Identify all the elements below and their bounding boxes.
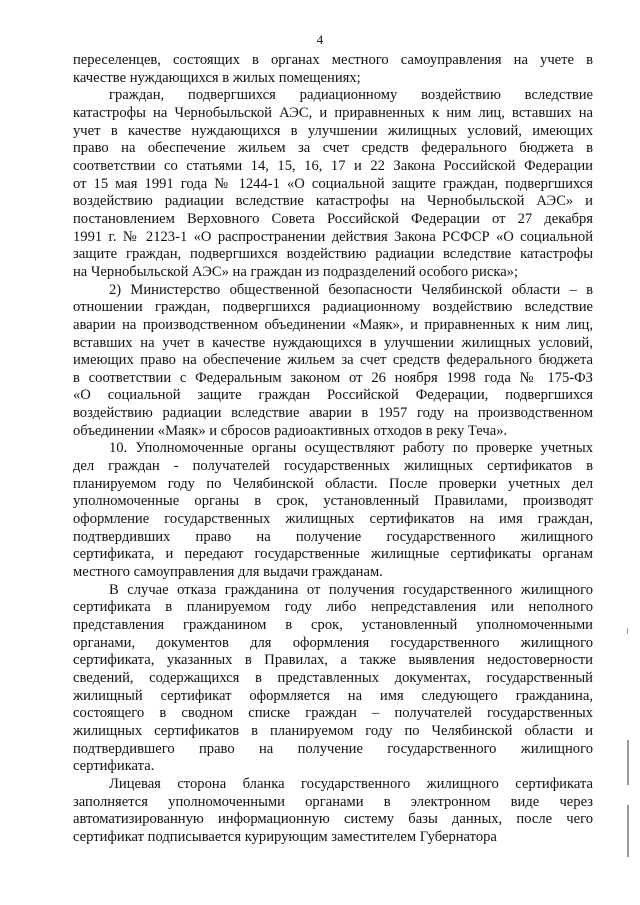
text-line: заполняется уполномоченными органами в электронном виде через xyxy=(73,793,593,810)
paragraph-ministry-safety xyxy=(73,282,593,441)
paragraph-certificate-front xyxy=(73,776,593,847)
text-line: вставших на учет в качестве нуждающихся в улучшении жилищных условий, xyxy=(73,334,593,351)
scan-artifact-mark xyxy=(627,805,629,857)
text-line: отношении граждан, подвергшихся радиационному воздействию вследствие xyxy=(73,299,593,316)
text-line: Лицевая сторона бланка государственного жилищного сертификата xyxy=(109,775,593,792)
text-line: сведений, содержащихся в представленных документах, государственный xyxy=(73,669,593,686)
text-line: сертификат подписывается курирующим заместителем Губернатора xyxy=(73,828,497,845)
text-line: имеющих право на обеспечение жильем за счет средств федерального бюджета xyxy=(73,352,593,369)
text-line: сертификата, указанных в Правилах, а также выявления недостоверности xyxy=(73,652,593,669)
scan-artifact-mark xyxy=(627,628,628,634)
text-line: планируемом году по Челябинской области. После проверки учетных дел xyxy=(73,475,593,492)
text-line: «О социальной защите граждан Российской Федерации, подвергшихся xyxy=(73,387,593,404)
text-line: жилищных сертификатов в планируемом году по Челябинской области и xyxy=(73,722,593,739)
text-line: состоящего в сводном списке граждан – получателей государственных xyxy=(73,705,593,722)
text-line: подтвердивших право на получение государственного жилищного xyxy=(73,528,593,545)
scan-artifact-mark xyxy=(627,740,629,785)
text-line: объединении «Маяк» и сбросов радиоактивных отходов в реку Теча». xyxy=(73,422,508,439)
text-line: постановлением Верховного Совета Российской Федерации от 27 декабря xyxy=(73,210,593,227)
text-line: аварии на производственном объединении «Маяк», и приравненных к ним лиц, xyxy=(73,316,593,333)
text-line: воздействию радиации вследствие аварии в 1957 году на производственном xyxy=(73,405,593,422)
text-line: соответствии со статьями 14, 15, 16, 17 и 22 Закона Российской Федерации xyxy=(73,157,593,174)
text-line: на Чернобыльской АЭС» на граждан из подразделений особого риска»; xyxy=(73,263,519,280)
text-line: В случае отказа гражданина от получения государственного жилищного xyxy=(109,581,593,598)
text-line: воздействию радиации вследствие катастрофы на Чернобыльской АЭС» и xyxy=(73,193,593,210)
text-line: качестве нуждающихся в жилых помещениях; xyxy=(73,69,361,86)
text-line: дел граждан - получателей государственных жилищных сертификатов в xyxy=(73,458,593,475)
text-line: уполномоченные органы в срок, установленный Правилами, производят xyxy=(73,493,593,510)
text-line: 10. Уполномоченные органы осуществляют работу по проверке учетных xyxy=(109,440,593,457)
text-line: оформление государственных жилищных сертификатов на имя граждан, xyxy=(73,511,593,528)
text-line: учет в качестве нуждающихся в улучшении жилищных условий, имеющих xyxy=(73,122,593,139)
text-line: автоматизированную информационную систему базы данных, после чего xyxy=(73,811,593,828)
text-line: местного самоуправления для выдачи гражданам. xyxy=(73,564,383,581)
text-line: сертификата. xyxy=(73,758,155,775)
text-line: от 15 мая 1991 года № 1244-1 «О социальной защите граждан, подвергшихся xyxy=(73,175,593,192)
text-line: представления гражданином в срок, установленный уполномоченными xyxy=(73,617,593,633)
paragraph-refusal-case xyxy=(73,582,593,776)
paragraph-resettlers xyxy=(73,52,593,87)
text-line: 2) Министерство общественной безопасности Челябинской области – в xyxy=(109,281,593,298)
text-line: 1991 г. № 2123-1 «О распространении действия Закона РСФСР «О социальной xyxy=(73,228,593,245)
page-number: 4 xyxy=(316,32,324,47)
text-line: в соответствии с Федеральным законом от 26 ноября 1998 года № 175-ФЗ xyxy=(73,369,593,386)
text-line: жилищный сертификат оформляется на имя следующего гражданина, xyxy=(73,687,593,704)
paragraph-chernobyl xyxy=(73,87,593,281)
text-line: сертификата, и передают государственные жилищные сертификаты органам xyxy=(73,546,593,563)
document-body xyxy=(73,52,593,847)
text-line: переселенцев, состоящих в органах местного самоуправления на учете в xyxy=(73,52,593,68)
text-line: защите граждан, подвергшихся воздействию радиации вследствие катастрофы xyxy=(73,246,593,263)
text-line: органами, документов для оформления государственного жилищного xyxy=(73,634,593,651)
text-line: сертификата в планируемом году либо непредставления или неполного xyxy=(73,599,593,616)
text-line: катастрофы на Чернобыльской АЭС, и приравненных к ним лиц, вставших на xyxy=(73,104,593,121)
paragraph-item-10 xyxy=(73,440,593,581)
text-line: право на обеспечение жильем за счет средств федерального бюджета в xyxy=(73,140,593,157)
text-line: граждан, подвергшихся радиационному воздействию вследствие xyxy=(109,87,593,104)
text-line: подтвердившего право на получение государственного жилищного xyxy=(73,740,593,757)
